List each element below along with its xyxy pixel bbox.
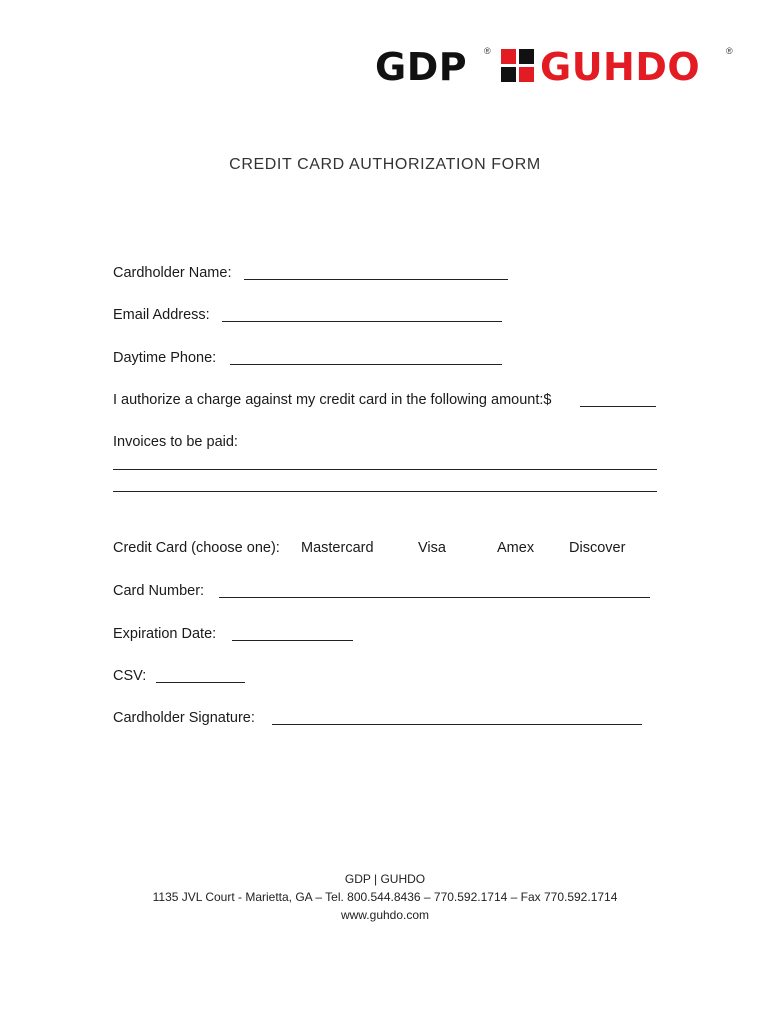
amount-field[interactable] — [580, 406, 656, 407]
invoices-label: Invoices to be paid: — [113, 434, 238, 450]
logo-square-icon — [501, 49, 534, 82]
daytime-phone-field[interactable] — [230, 364, 502, 365]
footer-company: GDP | GUHDO — [344, 872, 426, 886]
logo-gdp-text: GDP — [375, 45, 468, 89]
authorize-amount-label: I authorize a charge against my credit card in the following amount:$ — [113, 392, 552, 408]
cardholder-name-label: Cardholder Name: — [113, 265, 232, 281]
invoices-field-line-1[interactable] — [113, 469, 657, 470]
form-title: CREDIT CARD AUTHORIZATION FORM — [229, 156, 541, 173]
card-number-label: Card Number: — [113, 583, 205, 599]
footer-address: 1135 JVL Court - Marietta, GA – Tel. 800.544.8436 – 770.592.1714 – Fax 770.592.1714 — [152, 890, 618, 904]
expiration-date-label: Expiration Date: — [113, 626, 217, 642]
csv-label: CSV: — [113, 668, 147, 684]
cardholder-name-field[interactable] — [244, 279, 508, 280]
company-logo — [372, 44, 736, 90]
logo-guhdo-text: GUHDO — [540, 45, 701, 89]
card-option-visa[interactable]: Visa — [418, 540, 446, 556]
registered-mark: ® — [484, 46, 491, 56]
expiration-date-field[interactable] — [232, 640, 353, 641]
card-type-label: Credit Card (choose one): — [113, 540, 280, 556]
footer-website: www.guhdo.com — [340, 908, 430, 922]
signature-field[interactable] — [272, 724, 642, 725]
invoices-field-line-2[interactable] — [113, 491, 657, 492]
registered-mark: ® — [726, 46, 733, 56]
email-label: Email Address: — [113, 307, 210, 323]
card-option-amex[interactable]: Amex — [497, 540, 535, 556]
card-option-discover[interactable]: Discover — [569, 540, 626, 556]
daytime-phone-label: Daytime Phone: — [113, 350, 217, 366]
card-option-mastercard[interactable]: Mastercard — [301, 540, 374, 556]
csv-field[interactable] — [156, 682, 245, 683]
card-number-field[interactable] — [219, 597, 650, 598]
footer — [0, 870, 770, 924]
signature-label: Cardholder Signature: — [113, 710, 255, 726]
email-field[interactable] — [222, 321, 502, 322]
